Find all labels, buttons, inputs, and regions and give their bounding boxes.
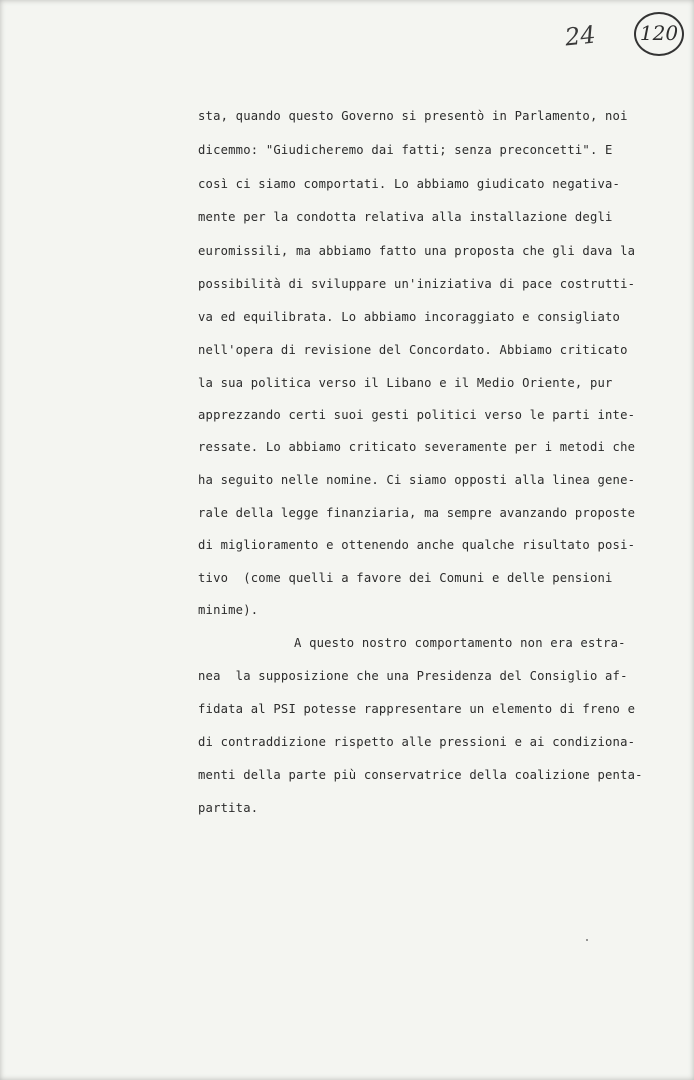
archive-number-text: 120 [639, 21, 679, 45]
text-line: dicemmo: "Giudicheremo dai fatti; senza preconcetti". E [198, 143, 613, 157]
text-line: partita. [198, 801, 259, 815]
text-line: tivo (come quelli a favore dei Comuni e delle pensioni [198, 571, 613, 585]
text-line: nell'opera di revisione del Concordato. Abbiamo criticato [198, 343, 628, 357]
text-line: la sua politica verso il Libano e il Medio Oriente, pur [198, 376, 613, 390]
text-line: di miglioramento e ottenendo anche qualche risultato posi- [198, 538, 636, 552]
circled-archive-number [634, 12, 684, 56]
text-line: ha seguito nelle nomine. Ci siamo opposti alla linea gene- [198, 473, 636, 487]
text-line: A questo nostro comportamento non era estra- [294, 636, 626, 650]
text-line: sta, quando questo Governo si presentò in Parlamento, noi [198, 109, 628, 123]
text-line: rale della legge finanziaria, ma sempre avanzando proposte [198, 506, 636, 520]
text-line: minime). [198, 603, 259, 617]
paper-speck [586, 939, 588, 941]
handwritten-page-number: 24 [563, 20, 597, 52]
text-line: ressate. Lo abbiamo criticato severamente per i metodi che [198, 440, 636, 454]
text-line: mente per la condotta relativa alla installazione degli [198, 210, 613, 224]
text-line: nea la supposizione che una Presidenza del Consiglio af- [198, 669, 628, 683]
text-line: così ci siamo comportati. Lo abbiamo giudicato negativa- [198, 177, 621, 191]
text-line: va ed equilibrata. Lo abbiamo incoraggiato e consigliato [198, 310, 621, 324]
text-line: euromissili, ma abbiamo fatto una proposta che gli dava la [198, 244, 636, 258]
text-line: di contraddizione rispetto alle pressioni e ai condiziona- [198, 735, 636, 749]
text-line: possibilità di sviluppare un'iniziativa di pace costrutti- [198, 277, 636, 291]
text-line: fidata al PSI potesse rappresentare un elemento di freno e [198, 702, 636, 716]
text-line: apprezzando certi suoi gesti politici verso le parti inte- [198, 408, 636, 422]
text-line: menti della parte più conservatrice della coalizione penta- [198, 768, 643, 782]
